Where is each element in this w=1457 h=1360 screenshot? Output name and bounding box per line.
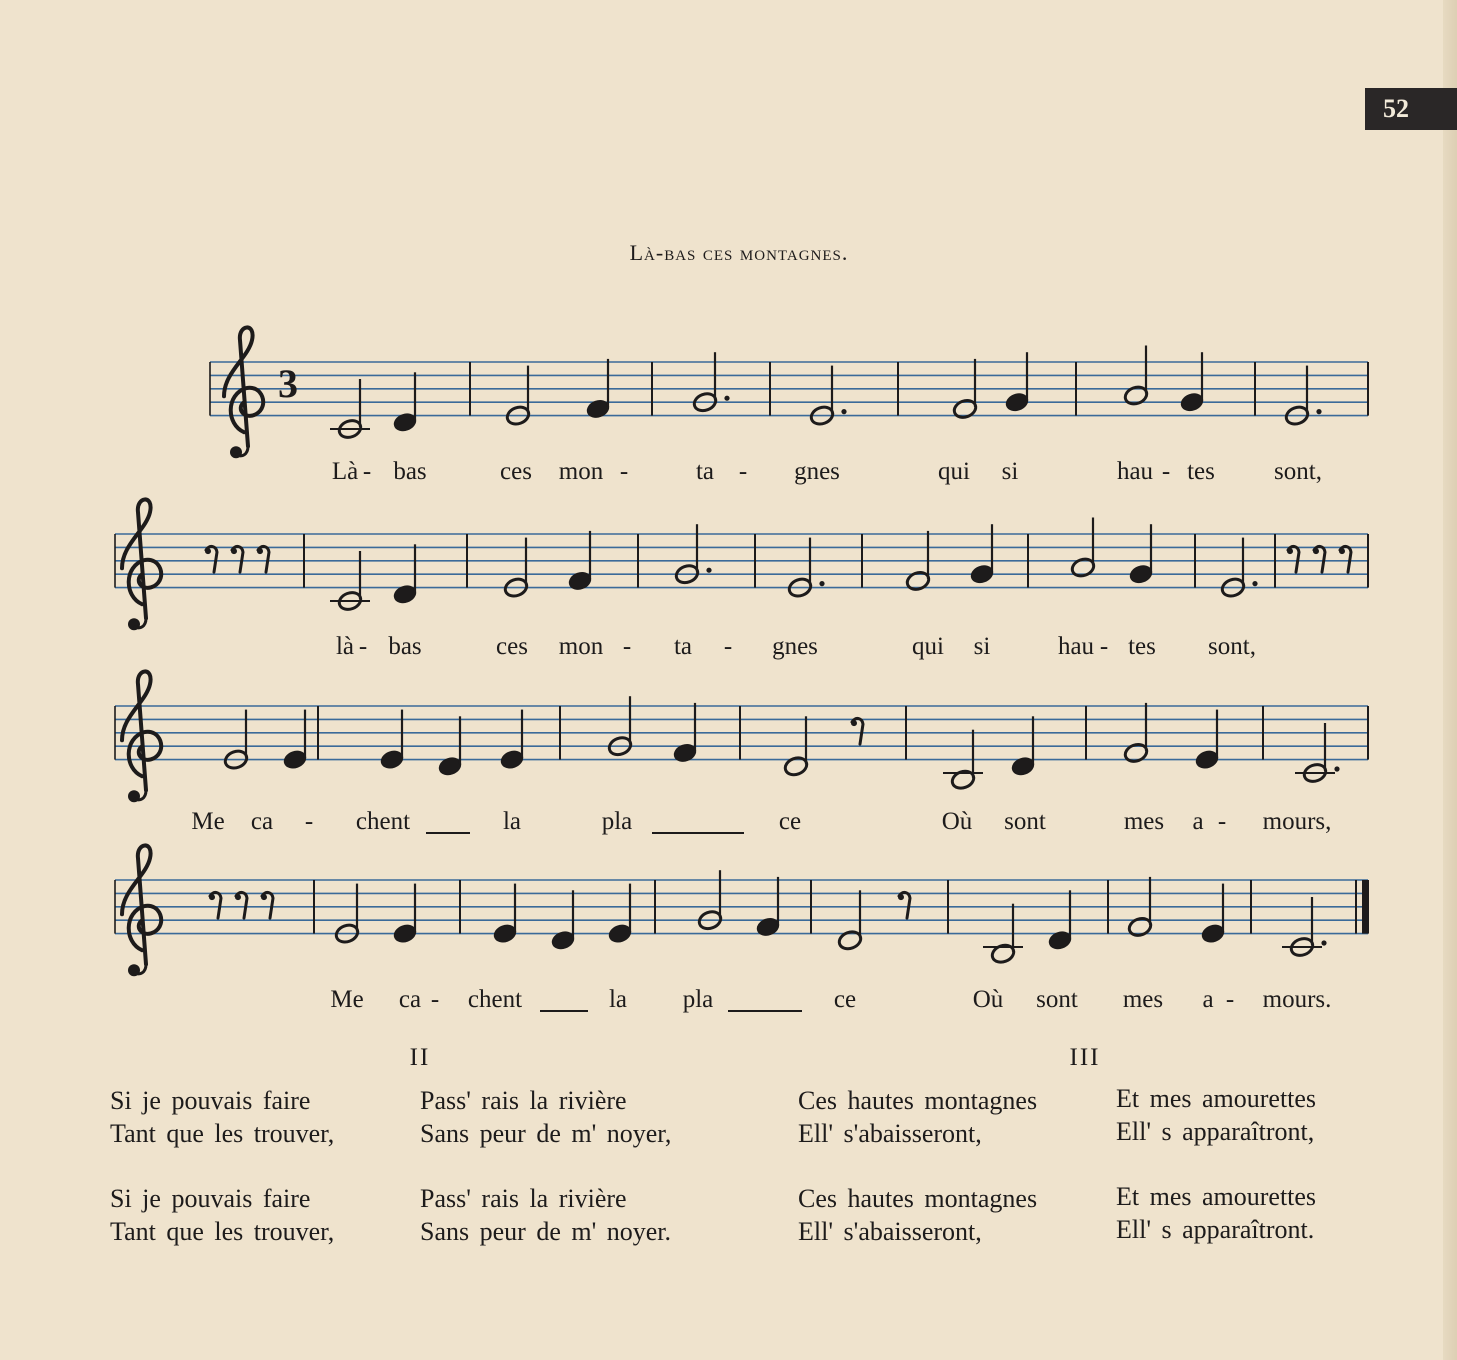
section-heading-2: II — [409, 1044, 431, 1071]
lyric-hyphen: - — [1225, 986, 1235, 1013]
treble-clef-icon — [122, 845, 161, 976]
lyric-hyphen: - — [738, 458, 748, 485]
lyric-syllable: mon — [558, 458, 604, 485]
dot — [1321, 940, 1326, 945]
lyric-extender — [540, 1010, 588, 1012]
lyric-syllable: mon — [558, 633, 604, 660]
lyric-hyphen: - — [619, 458, 629, 485]
dot — [706, 568, 711, 573]
lyric-syllable: bas — [388, 633, 422, 660]
lyric-hyphen: - — [1161, 458, 1171, 485]
verse-line: Et mes amourettes — [1116, 1182, 1317, 1211]
lyric-syllable: la — [502, 808, 522, 835]
verse-line: Tant que les trouver, — [110, 1119, 335, 1148]
lyric-syllable: a — [1202, 986, 1214, 1013]
lyric-syllable: sont — [1004, 808, 1046, 835]
lyric-syllable: ces — [500, 458, 532, 485]
lyric-hyphen: - — [358, 633, 368, 660]
verse-line: Ces hautes montagnes — [798, 1086, 1038, 1115]
lyric-syllable: sont, — [1208, 633, 1256, 660]
dot — [1334, 766, 1339, 771]
lyric-syllable: sont, — [1274, 458, 1322, 485]
dot — [724, 396, 729, 401]
lyric-syllable: pla — [682, 986, 714, 1013]
lyric-syllable: ce — [833, 986, 857, 1013]
section-heading-3: III — [1069, 1044, 1101, 1071]
verse-line: Ell' s apparaîtront. — [1116, 1215, 1315, 1244]
treble-clef-icon — [122, 671, 161, 802]
lyric-syllable: qui — [938, 458, 970, 485]
lyric-syllable: gnes — [794, 458, 840, 485]
treble-clef-icon — [122, 499, 161, 630]
dot — [841, 409, 846, 414]
lyric-syllable: hau — [1057, 633, 1095, 660]
lyric-extender — [728, 1010, 802, 1012]
lyric-extender — [426, 832, 470, 834]
verse-line: Tant que les trouver, — [110, 1217, 335, 1246]
lyric-syllable: bas — [393, 458, 427, 485]
lyric-syllable: ces — [496, 633, 528, 660]
verse-line: Si je pouvais faire — [110, 1184, 311, 1213]
lyric-syllable: hau — [1116, 458, 1154, 485]
lyric-syllable: tes — [1187, 458, 1215, 485]
rest-dot — [1313, 548, 1319, 554]
lyric-syllable: ca — [250, 808, 274, 835]
lyric-hyphen: - — [1099, 633, 1109, 660]
lyric-syllable: sont — [1036, 986, 1078, 1013]
time-signature: 3 — [278, 360, 298, 406]
rest-dot — [851, 720, 857, 726]
verse-line: Ell' s'abaisseront, — [798, 1119, 982, 1148]
rest-dot — [209, 894, 215, 900]
rest-dot — [231, 548, 237, 554]
lyric-syllable: la — [608, 986, 628, 1013]
verse-line: Ell' s'abaisseront, — [798, 1217, 982, 1246]
lyric-syllable: Où — [941, 808, 973, 835]
verse-line: Et mes amourettes — [1116, 1084, 1317, 1113]
dot — [819, 581, 824, 586]
final-barline — [1362, 880, 1369, 934]
lyric-syllable: Là — [331, 458, 359, 485]
lyric-syllable: Me — [330, 986, 364, 1013]
lyric-syllable: mours. — [1262, 986, 1332, 1013]
rest-dot — [205, 548, 211, 554]
rest-dot — [235, 894, 241, 900]
song-title: Là-bas ces montagnes. — [629, 240, 849, 265]
lyric-syllable: Où — [972, 986, 1004, 1013]
lyric-syllable: tes — [1128, 633, 1156, 660]
rest-dot — [1287, 548, 1293, 554]
lyric-hyphen: - — [304, 808, 314, 835]
dot — [1252, 581, 1257, 586]
lyric-syllable: si — [973, 633, 991, 660]
lyric-syllable: chent — [467, 986, 523, 1013]
lyric-hyphen: - — [622, 633, 632, 660]
lyric-syllable: gnes — [772, 633, 818, 660]
verse-line: Sans peur de m' noyer, — [420, 1119, 672, 1148]
lyric-syllable: mours, — [1262, 808, 1332, 835]
treble-clef-icon — [224, 327, 263, 458]
rest-dot — [898, 894, 904, 900]
lyric-hyphen: - — [362, 458, 372, 485]
lyric-syllable: mes — [1122, 986, 1164, 1013]
lyric-syllable: mes — [1123, 808, 1165, 835]
verse-line: Ces hautes montagnes — [798, 1184, 1038, 1213]
lyric-syllable: ce — [778, 808, 802, 835]
verse-line: Pass' rais la rivière — [420, 1184, 627, 1213]
lyric-syllable: chent — [355, 808, 411, 835]
lyric-syllable: ca — [398, 986, 422, 1013]
verse-line: Si je pouvais faire — [110, 1086, 311, 1115]
rest-dot — [261, 894, 267, 900]
verse-line: Pass' rais la rivière — [420, 1086, 627, 1115]
lyric-syllable: si — [1001, 458, 1019, 485]
lyric-hyphen: - — [723, 633, 733, 660]
rest-dot — [257, 548, 263, 554]
lyric-syllable: qui — [912, 633, 944, 660]
rest-dot — [1339, 548, 1345, 554]
dot — [1316, 409, 1321, 414]
lyric-syllable: Me — [191, 808, 225, 835]
lyric-syllable: ta — [695, 458, 715, 485]
verse-line: Sans peur de m' noyer. — [420, 1217, 672, 1246]
lyric-syllable: a — [1192, 808, 1204, 835]
lyric-extender — [652, 832, 744, 834]
lyric-syllable: ta — [673, 633, 693, 660]
lyric-syllable: pla — [601, 808, 633, 835]
lyric-syllable: là — [335, 633, 355, 660]
lyric-hyphen: - — [1217, 808, 1227, 835]
lyric-hyphen: - — [430, 986, 440, 1013]
page-number: 52 — [1365, 88, 1457, 130]
verse-line: Ell' s apparaîtront, — [1116, 1117, 1315, 1146]
